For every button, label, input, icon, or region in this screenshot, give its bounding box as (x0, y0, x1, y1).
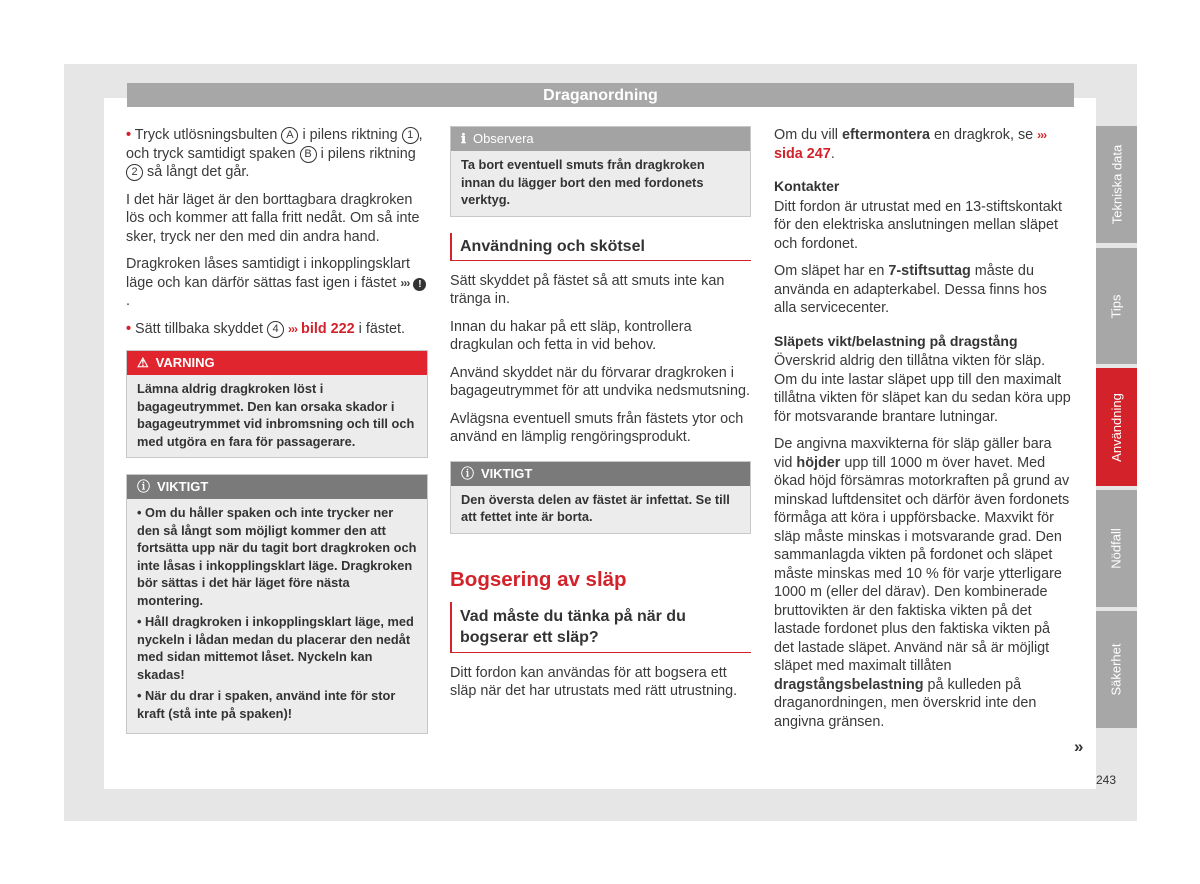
warning-header (127, 351, 427, 375)
column-left (126, 126, 428, 748)
paragraph: Ditt fordon kan användas för att bogsera ett släp när det har utrustats med rätt utrustning. (450, 664, 738, 699)
text: De angivna maxvikterna för släp gäller bara vid (774, 436, 1052, 471)
callout-2-icon: 2 (126, 164, 143, 181)
column-middle (450, 126, 751, 710)
callout-a-icon: A (281, 127, 298, 144)
text: höjder (796, 454, 841, 471)
text: Sätt tillbaka skyddet (135, 320, 264, 337)
info-circle-icon: ⓘ (461, 465, 475, 481)
text: . (830, 145, 835, 162)
reference-arrows-icon: ››› (400, 275, 410, 290)
continue-icon: » (1074, 737, 1084, 756)
important-header (127, 475, 427, 499)
paragraph: Överskrid aldrig den tillåtna vikten för släp. Om du inte lastar släpet upp till den maximalt tillåtna vikten för släpet kan du sedan köra upp för motsvarande brantare lutningar. (774, 353, 1071, 425)
info-circle-icon: ⓘ (137, 479, 151, 494)
warning-triangle-icon: ⚠ (137, 355, 149, 370)
text: dragstångsbelastning (774, 676, 924, 693)
tab-anvandning[interactable] (1096, 368, 1137, 486)
tab-label: Säkerhet (1109, 643, 1125, 696)
important-box (450, 461, 751, 534)
text: så långt det går. (147, 164, 250, 180)
important-box (126, 474, 428, 734)
note-text: Ta bort eventuell smuts från dragkroken innan du lägger bort den med fordonets verktyg. (461, 157, 705, 207)
list-item: • Håll dragkroken i inkopplingsklart läge, med nyckeln i lådan medan du placerar den nedåt med sidan mittemot låset. Nyckeln kan skadas! (137, 614, 414, 682)
page-number: 243 (1096, 773, 1117, 787)
text: en dragkrok, se (933, 127, 1034, 143)
text: på kulleden på draganordningen, men överskrid inte den angivna gränsen. (774, 676, 1037, 730)
text: eftermontera (841, 127, 930, 143)
paragraph (774, 435, 1072, 731)
heading-kontakter: Kontakter (774, 178, 840, 194)
figure-link[interactable]: bild 222 (301, 320, 355, 337)
paragraph: I det här läget är den borttagbara dragkroken lös och kommer att falla fritt nedåt. Om så inte sker, tryck ner den med din andra hand. (126, 191, 420, 245)
tab-sakerhet[interactable] (1096, 611, 1137, 728)
step-paragraph (126, 126, 428, 182)
text: i fästet. (358, 320, 406, 337)
callout-b-icon: B (300, 146, 317, 163)
tab-label: Nödfall (1109, 528, 1124, 569)
text: måste du använda en adapterkabel. Dessa finns hos alla servicecenter. (774, 263, 1047, 316)
warning-text: Lämna aldrig dragkroken löst i bagageutrymmet. Den kan orsaka skador i bagageutrymmet vid inbromsning och till och med utgöra en fara för passagerare. (137, 381, 415, 449)
bullet-icon: • (126, 127, 132, 143)
warning-box (126, 350, 428, 458)
paragraph: Ditt fordon är utrustat med en 13-stiftskontakt för den elektriska anslutningen mellan släpet och fordonet. (774, 198, 1062, 252)
text: , och tryck samtidigt spaken (126, 127, 423, 162)
text: Om du håller spaken och inte trycker ner den så långt som möjligt kommer den att fortsätta upp när du tagit bort dragkroken och inte låsas i inkopplingsklart läge. Dragkroken bör sättas i det här läget före nästa montering. (137, 505, 417, 608)
paragraph: Innan du hakar på ett släp, kontrollera dragkulan och fetta in vid behov. (450, 318, 692, 353)
tab-tips[interactable] (1096, 248, 1137, 364)
sub-section-title: Vad måste du tänka på när du bogserar ett släp? (450, 602, 751, 653)
text: i pilens riktning (302, 127, 398, 143)
text: När du drar i spaken, använd inte för stor kraft (stå inte på spaken)! (137, 688, 396, 721)
tab-label: Användning (1109, 392, 1125, 462)
column-right (774, 126, 1072, 740)
important-text: Den översta delen av fästet är infettat. Se till att fettet inte är borta. (461, 491, 730, 524)
tab-label: Tekniska data (1109, 144, 1124, 225)
info-icon: ℹ (461, 131, 466, 146)
callout-1-icon: 1 (402, 127, 419, 144)
note-header (451, 127, 750, 151)
note-box (450, 126, 751, 217)
chapter-title: Bogsering av släp (450, 567, 627, 591)
step-paragraph (126, 320, 428, 339)
section-title: Användning och skötsel (450, 233, 751, 261)
important-title: VIKTIGT (481, 465, 533, 481)
list-item: • Om du håller spaken och inte trycker ner den så långt som möjligt kommer den att fortsätta upp när du tagit bort dragkroken och inte låsas i inkopplingsklart läge. Dragkroken bör sättas i det här läget före nästa montering. (137, 505, 417, 608)
paragraph: Använd skyddet när du förvarar dragkroken i bagageutrymmet för att undvika nedsmutsning. (450, 364, 750, 399)
paragraph: Dragkroken låses samtidigt i inkopplingsklart läge och kan därför sättas fast igen i fästet ››› !. (126, 255, 428, 311)
important-title: VIKTIGT (157, 479, 209, 494)
callout-4-icon: 4 (267, 321, 284, 338)
text: Håll dragkroken i inkopplingsklart läge, med nyckeln i lådan medan du placerar den nedåt med sidan mittemot låset. Nyckeln kan skadas! (137, 614, 414, 682)
important-header (451, 462, 750, 486)
text: i pilens riktning (320, 145, 416, 162)
warning-title: VARNING (155, 355, 215, 370)
text: Om släpet har en (774, 263, 885, 279)
note-title: Observera (472, 131, 534, 146)
reference-arrows-icon: ››› (288, 321, 298, 336)
list-item: • När du drar i spaken, använd inte för stor kraft (stå inte på spaken)! (137, 688, 396, 721)
tab-nodfall[interactable] (1096, 490, 1137, 607)
reference-arrows-icon: ››› (1037, 128, 1047, 142)
text: Tryck utlösningsbulten (134, 127, 278, 143)
paragraph (774, 126, 1072, 163)
heading-slap: Släpets vikt/belastning på dragstång (774, 332, 1018, 349)
chapter-header: Draganordning (127, 83, 1074, 107)
text: Dragkroken låses samtidigt i inkopplingsklart läge och kan därför sättas fast igen i fästet (126, 256, 410, 291)
text: upp till 1000 m över havet. Med ökad höjd försämras motorkraften på grund av minskad luftdensitet och därför även fordonets förmåga att köra i uppförsbacke. Maxvikt för släp måste minskas i motsvarande grad. Den sammanlagda vikten på fordonet och släpet måste minskas med 10 % för varje ytterligare 1000 m (eller del därav). Den kombinerade bruttovikten är den faktiska vikten på det lastade fordonet plus den faktiska vikten på det lastade släpet. Använd när så är möjligt släpet med maximalt tillåten (774, 454, 1070, 674)
paragraph (774, 262, 1072, 318)
warning-ref-icon: ! (413, 278, 426, 291)
text: Om du vill (774, 127, 838, 143)
paragraph: Sätt skyddet på fästet så att smuts inte kan tränga in. (450, 272, 725, 307)
bullet-icon: • (126, 320, 132, 337)
tab-label: Tips (1108, 293, 1124, 319)
tab-tekniska-data[interactable] (1096, 126, 1137, 243)
paragraph: Avlägsna eventuell smuts från fästets ytor och använd en lämplig rengöringsprodukt. (450, 410, 744, 445)
page-link[interactable]: sida 247 (774, 145, 831, 162)
text: 7-stiftsuttag (888, 263, 971, 279)
important-body (127, 499, 427, 733)
